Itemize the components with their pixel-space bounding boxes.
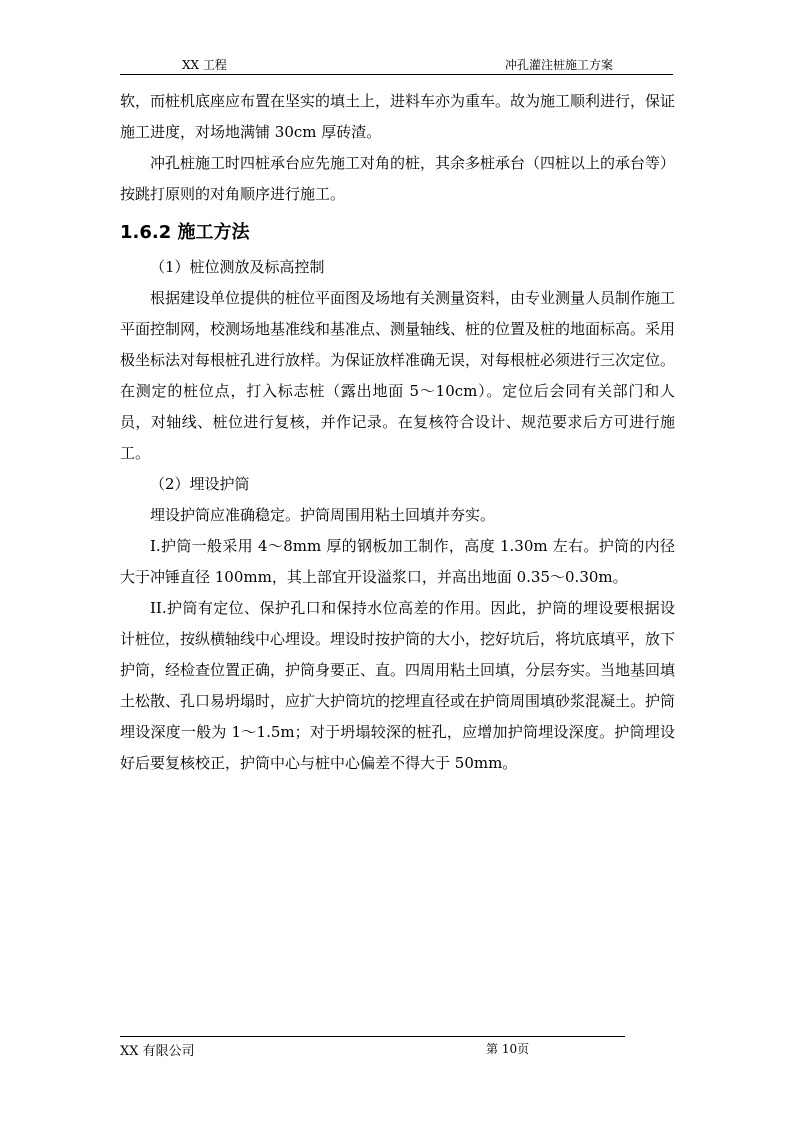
subheading-casing: （2）埋设护筒 bbox=[150, 475, 250, 493]
paragraph-casing-item-1: I.护筒一般采用 4～8mm 厚的钢板加工制作，高度 1.30m 左右。护筒的内径大于冲锤直径 100mm，其上部宜开设溢浆口，并高出地面 0.35～0.30m。 bbox=[120, 537, 675, 586]
paragraph-casing-intro: 埋设护筒应准确稳定。护筒周围用粘土回填并夯实。 bbox=[150, 506, 496, 524]
header-document-title: 冲孔灌注桩施工方案 bbox=[505, 58, 614, 72]
page-body bbox=[120, 86, 675, 779]
paragraph-pile-positioning: 根据建设单位提供的桩位平面图及场地有关测量资料，由专业测量人员制作施工平面控制网，校测场地基准线和基准点、测量轴线、桩的位置及桩的地面标高。采用极坐标法对每根桩孔进行放样。为保证放样准确无误，对每根桩必须进行三次定位。在测定的桩位点，打入标志桩（露出地面 5～10cm）。定位后会同有关部门和人员，对轴线、桩位进行复核，并作记录。在复核符合设计、规范要求后方可进行施工。 bbox=[120, 289, 676, 462]
footer-divider bbox=[120, 1036, 625, 1037]
page-header bbox=[120, 52, 673, 75]
paragraph-site-preparation: 软，而桩机底座应布置在坚实的填土上，进料车亦为重车。故为施工顺利进行，保证施工进度，对场地满铺 30cm 厚砖渣。 bbox=[120, 92, 676, 141]
paragraph-construction-order: 冲孔桩施工时四桩承台应先施工对角的桩，其余多桩承台（四桩以上的承台等）按跳打原则的对角顺序进行施工。 bbox=[120, 154, 676, 203]
paragraph-casing-item-2: II.护筒有定位、保护孔口和保持水位高差的作用。因此，护筒的埋设要根据设计桩位，按纵横轴线中心埋设。埋设时按护筒的大小，挖好坑后，将坑底填平，放下护筒，经检查位置正确，护筒身要正、直。四周用粘土回填，分层夯实。当地基回填土松散、孔口易坍塌时，应扩大护筒坑的挖埋直径或在护筒周围填砂浆混凝土。护筒埋设深度一般为 1～1.5m；对于坍塌较深的桩孔，应增加护筒埋设深度。护筒埋设好后要复核校正，护筒中心与桩中心偏差不得大于 50mm。 bbox=[120, 599, 676, 772]
footer-company: XX 有限公司 bbox=[120, 1044, 195, 1059]
subheading-pile-positioning: （1）桩位测放及标高控制 bbox=[150, 258, 325, 276]
header-project-name: XX 工程 bbox=[182, 58, 227, 72]
page-number: 第 10页 bbox=[486, 1042, 530, 1056]
section-heading: 1.6.2 施工方法 bbox=[120, 222, 250, 243]
